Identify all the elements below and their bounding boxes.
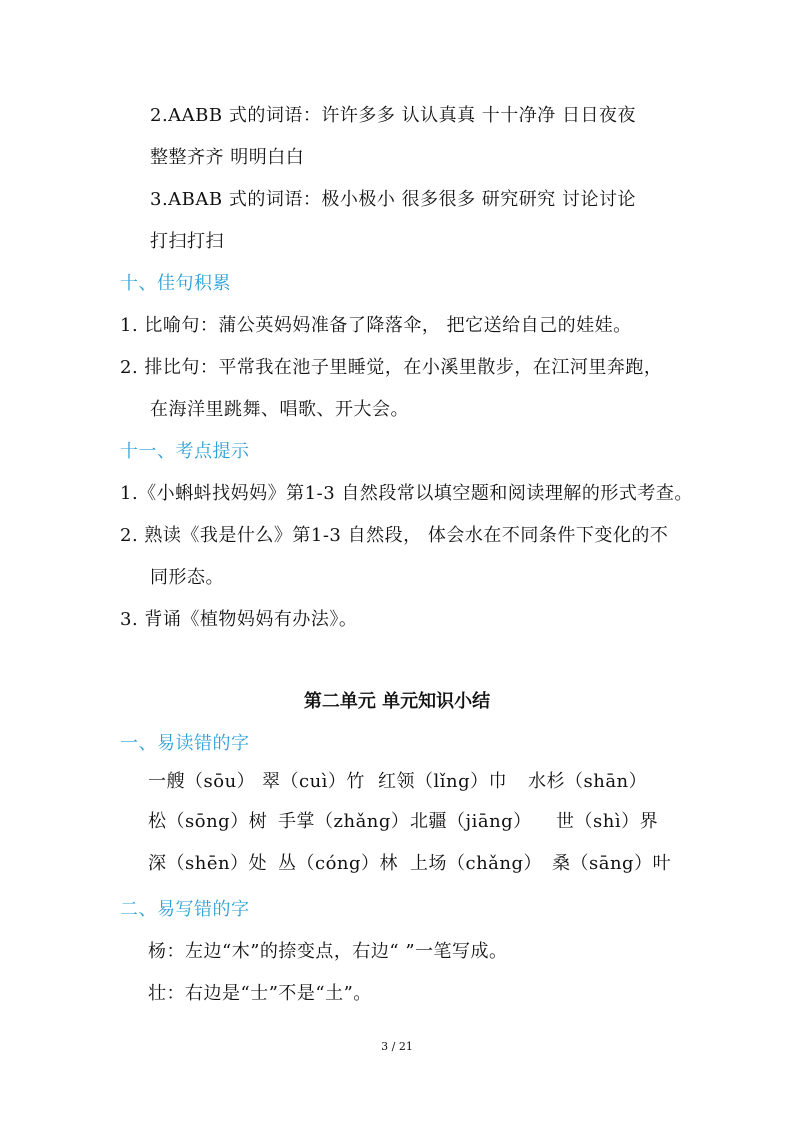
sentence-2-line-2: 在海洋里跳舞、唱歌、开大会。 <box>150 399 409 420</box>
section-heading-tips: 十一、考点提示 <box>120 441 250 462</box>
page-number: 3 / 21 <box>381 1040 413 1053</box>
sentence-1: 1. 比喻句：蒲公英妈妈准备了降落伞， 把它送给自己的娃娃。 <box>120 315 632 336</box>
tip-1: 1.《小蝌蚪找妈妈》第1-3 自然段常以填空题和阅读理解的形式考查。 <box>120 483 693 504</box>
pinyin-item: 世（shì）界 <box>556 811 659 832</box>
abab-line-1: 3.ABAB 式的词语：极小极小 很多很多 研究研究 讨论讨论 <box>150 189 637 210</box>
write-note-2: 壮：右边是“士”不是“土”。 <box>148 983 372 1004</box>
tip-3: 3. 背诵《植物妈妈有办法》。 <box>120 609 358 630</box>
sentence-2-line-1: 2. 排比句：平常我在池子里睡觉，在小溪里散步，在江河里奔跑， <box>120 357 663 378</box>
pinyin-item: 水杉（shān） <box>528 771 648 792</box>
tip-2-line-1: 2. 熟读《我是什么》第1-3 自然段， 体会水在不同条件下变化的不 <box>120 525 669 546</box>
pinyin-item: 深（shēn）处 <box>148 853 268 874</box>
pinyin-item: 松（sōng）树 <box>148 811 268 832</box>
aabb-line-1: 2.AABB 式的词语：许许多多 认认真真 十十净净 日日夜夜 <box>150 105 637 126</box>
abab-line-2: 打扫打扫 <box>150 231 224 252</box>
write-note-1: 杨：左边“木”的捺变点，右边“ ”一笔写成。 <box>148 941 508 962</box>
pinyin-item: 丛（cóng）林 <box>278 853 399 874</box>
pinyin-item: 红领（lǐng）巾 <box>378 771 508 792</box>
pinyin-item: 翠（cuì）竹 <box>262 771 365 792</box>
pinyin-item: 一艘（sōu） <box>148 771 256 792</box>
pinyin-item: 桑（sāng）叶 <box>552 853 672 874</box>
tip-2-line-2: 同形态。 <box>150 567 224 588</box>
pinyin-item: 手掌（zhǎng） <box>278 811 410 832</box>
aabb-line-2: 整整齐齐 明明白白 <box>150 147 305 168</box>
section-heading-sentences: 十、佳句积累 <box>120 273 231 294</box>
pinyin-item: 北疆（jiāng） <box>410 811 532 832</box>
unit-title: 第二单元 单元知识小结 <box>303 691 491 712</box>
section-heading-miswritten: 二、易写错的字 <box>120 899 250 920</box>
pinyin-item: 上场（chǎng） <box>410 853 543 874</box>
section-heading-misread: 一、易读错的字 <box>120 733 250 754</box>
